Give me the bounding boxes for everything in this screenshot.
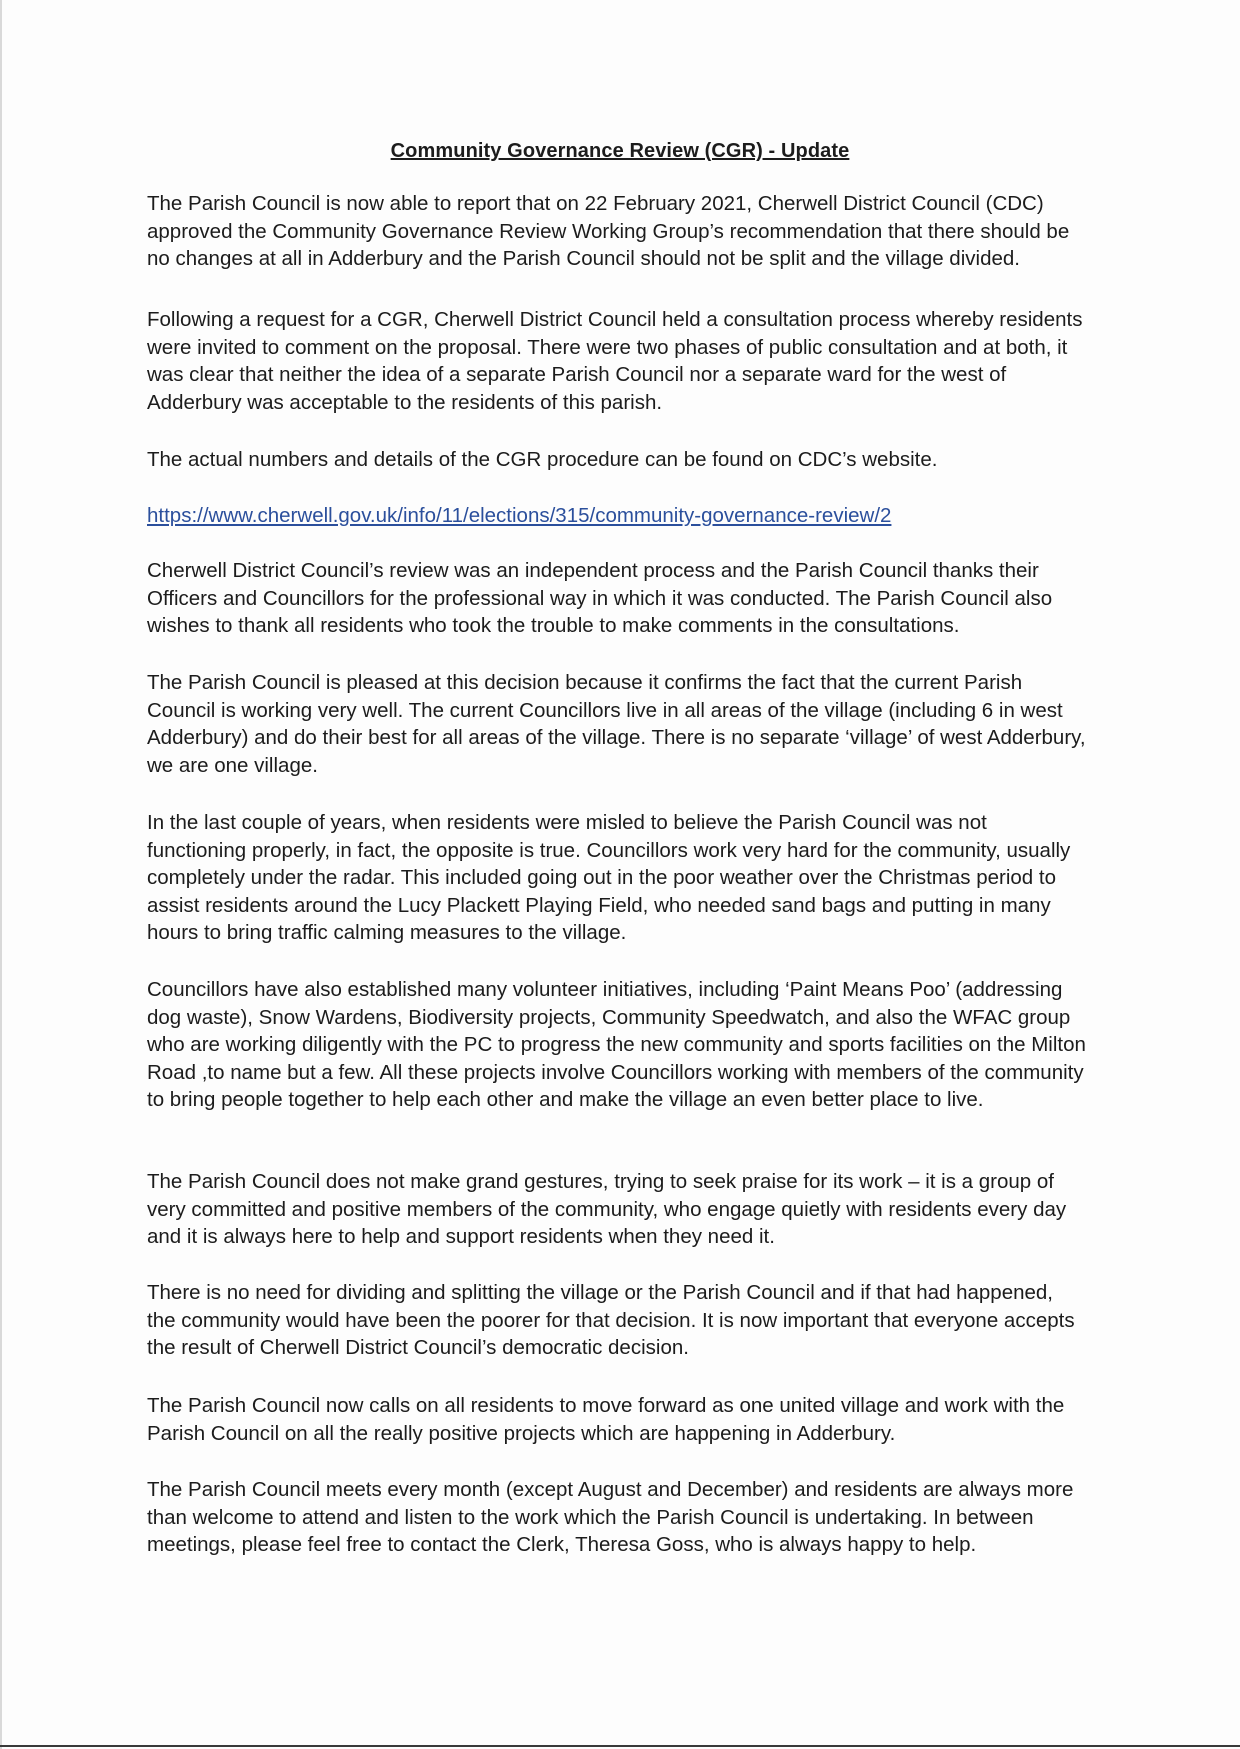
scan-edge	[0, 0, 2, 1749]
paragraph-11: The Parish Council meets every month (except August and December) and residents are always more than welcome to attend and listen to the work which the Parish Council is undertaking. In between meetings, please feel free to contact the Clerk, Theresa Goss, who is always happy to help.	[147, 1478, 1074, 1556]
paragraph-5: The Parish Council is pleased at this decision because it confirms the fact that the current Parish Council is working very well. The current Councillors live in all areas of the village (including 6 in west Adderbury) and do their best for all areas of the village. There is no separate ‘village’ of west Adderbury, we are one village.	[147, 671, 1086, 777]
paragraph-2: Following a request for a CGR, Cherwell District Council held a consultation process whereby residents were invited to comment on the proposal. There were two phases of public consultation and at both, it was clear that neither the idea of a separate Parish Council nor a separate ward for the west of Adderbury was acceptable to the residents of this parish.	[147, 308, 1083, 414]
document-title: Community Governance Review (CGR) - Update	[390, 140, 850, 162]
paragraph-1: The Parish Council is now able to report that on 22 February 2021, Cherwell District Council (CDC) approved the Community Governance Review Working Group’s recommendation that there should be no changes at all in Adderbury and the Parish Council should not be split and the village divided.	[147, 192, 1070, 270]
paragraph-7: Councillors have also established many volunteer initiatives, including ‘Paint Means Poo’ (addressing dog waste), Snow Wardens, Biodiversity projects, Community Speedwatch, and also the WFAC group who are working diligently with the PC to progress the new community and sports facilities on the Milton Road ,to name but a few. All these projects involve Councillors working with members of the community to bring people together to help each other and make the village an even better place to live.	[147, 978, 1086, 1111]
scan-bottom-edge	[0, 1745, 1240, 1747]
paragraph-8: The Parish Council does not make grand gestures, trying to seek praise for its work – it is a group of very committed and positive members of the community, who engage quietly with residents every day and it is always here to help and support residents when they need it.	[147, 1170, 1067, 1248]
cgr-link-paragraph	[147, 502, 1087, 530]
paragraph-9: There is no need for dividing and splitting the village or the Parish Council and if that had happened, the community would have been the poorer for that decision. It is now important that everyone accepts the result of Cherwell District Council’s democratic decision.	[147, 1281, 1075, 1359]
paragraph-3: The actual numbers and details of the CGR procedure can be found on CDC’s website.	[147, 448, 938, 471]
paragraph-6: In the last couple of years, when residents were misled to believe the Parish Council was not functioning properly, in fact, the opposite is true. Councillors work very hard for the community, usually completely under the radar. This included going out in the poor weather over the Christmas period to assist residents around the Lucy Plackett Playing Field, who needed sand bags and putting in many hours to bring traffic calming measures to the village.	[147, 811, 1071, 944]
paragraph-10: The Parish Council now calls on all residents to move forward as one united village and work with the Parish Council on all the really positive projects which are happening in Adderbury.	[147, 1394, 1065, 1445]
paragraph-4: Cherwell District Council’s review was an independent process and the Parish Council thanks their Officers and Councillors for the professional way in which it was conducted. The Parish Council also wishes to thank all residents who took the trouble to make comments in the consultations.	[147, 559, 1053, 637]
cgr-website-link[interactable]: https://www.cherwell.gov.uk/info/11/elections/315/community-governance-review/2	[147, 504, 892, 527]
